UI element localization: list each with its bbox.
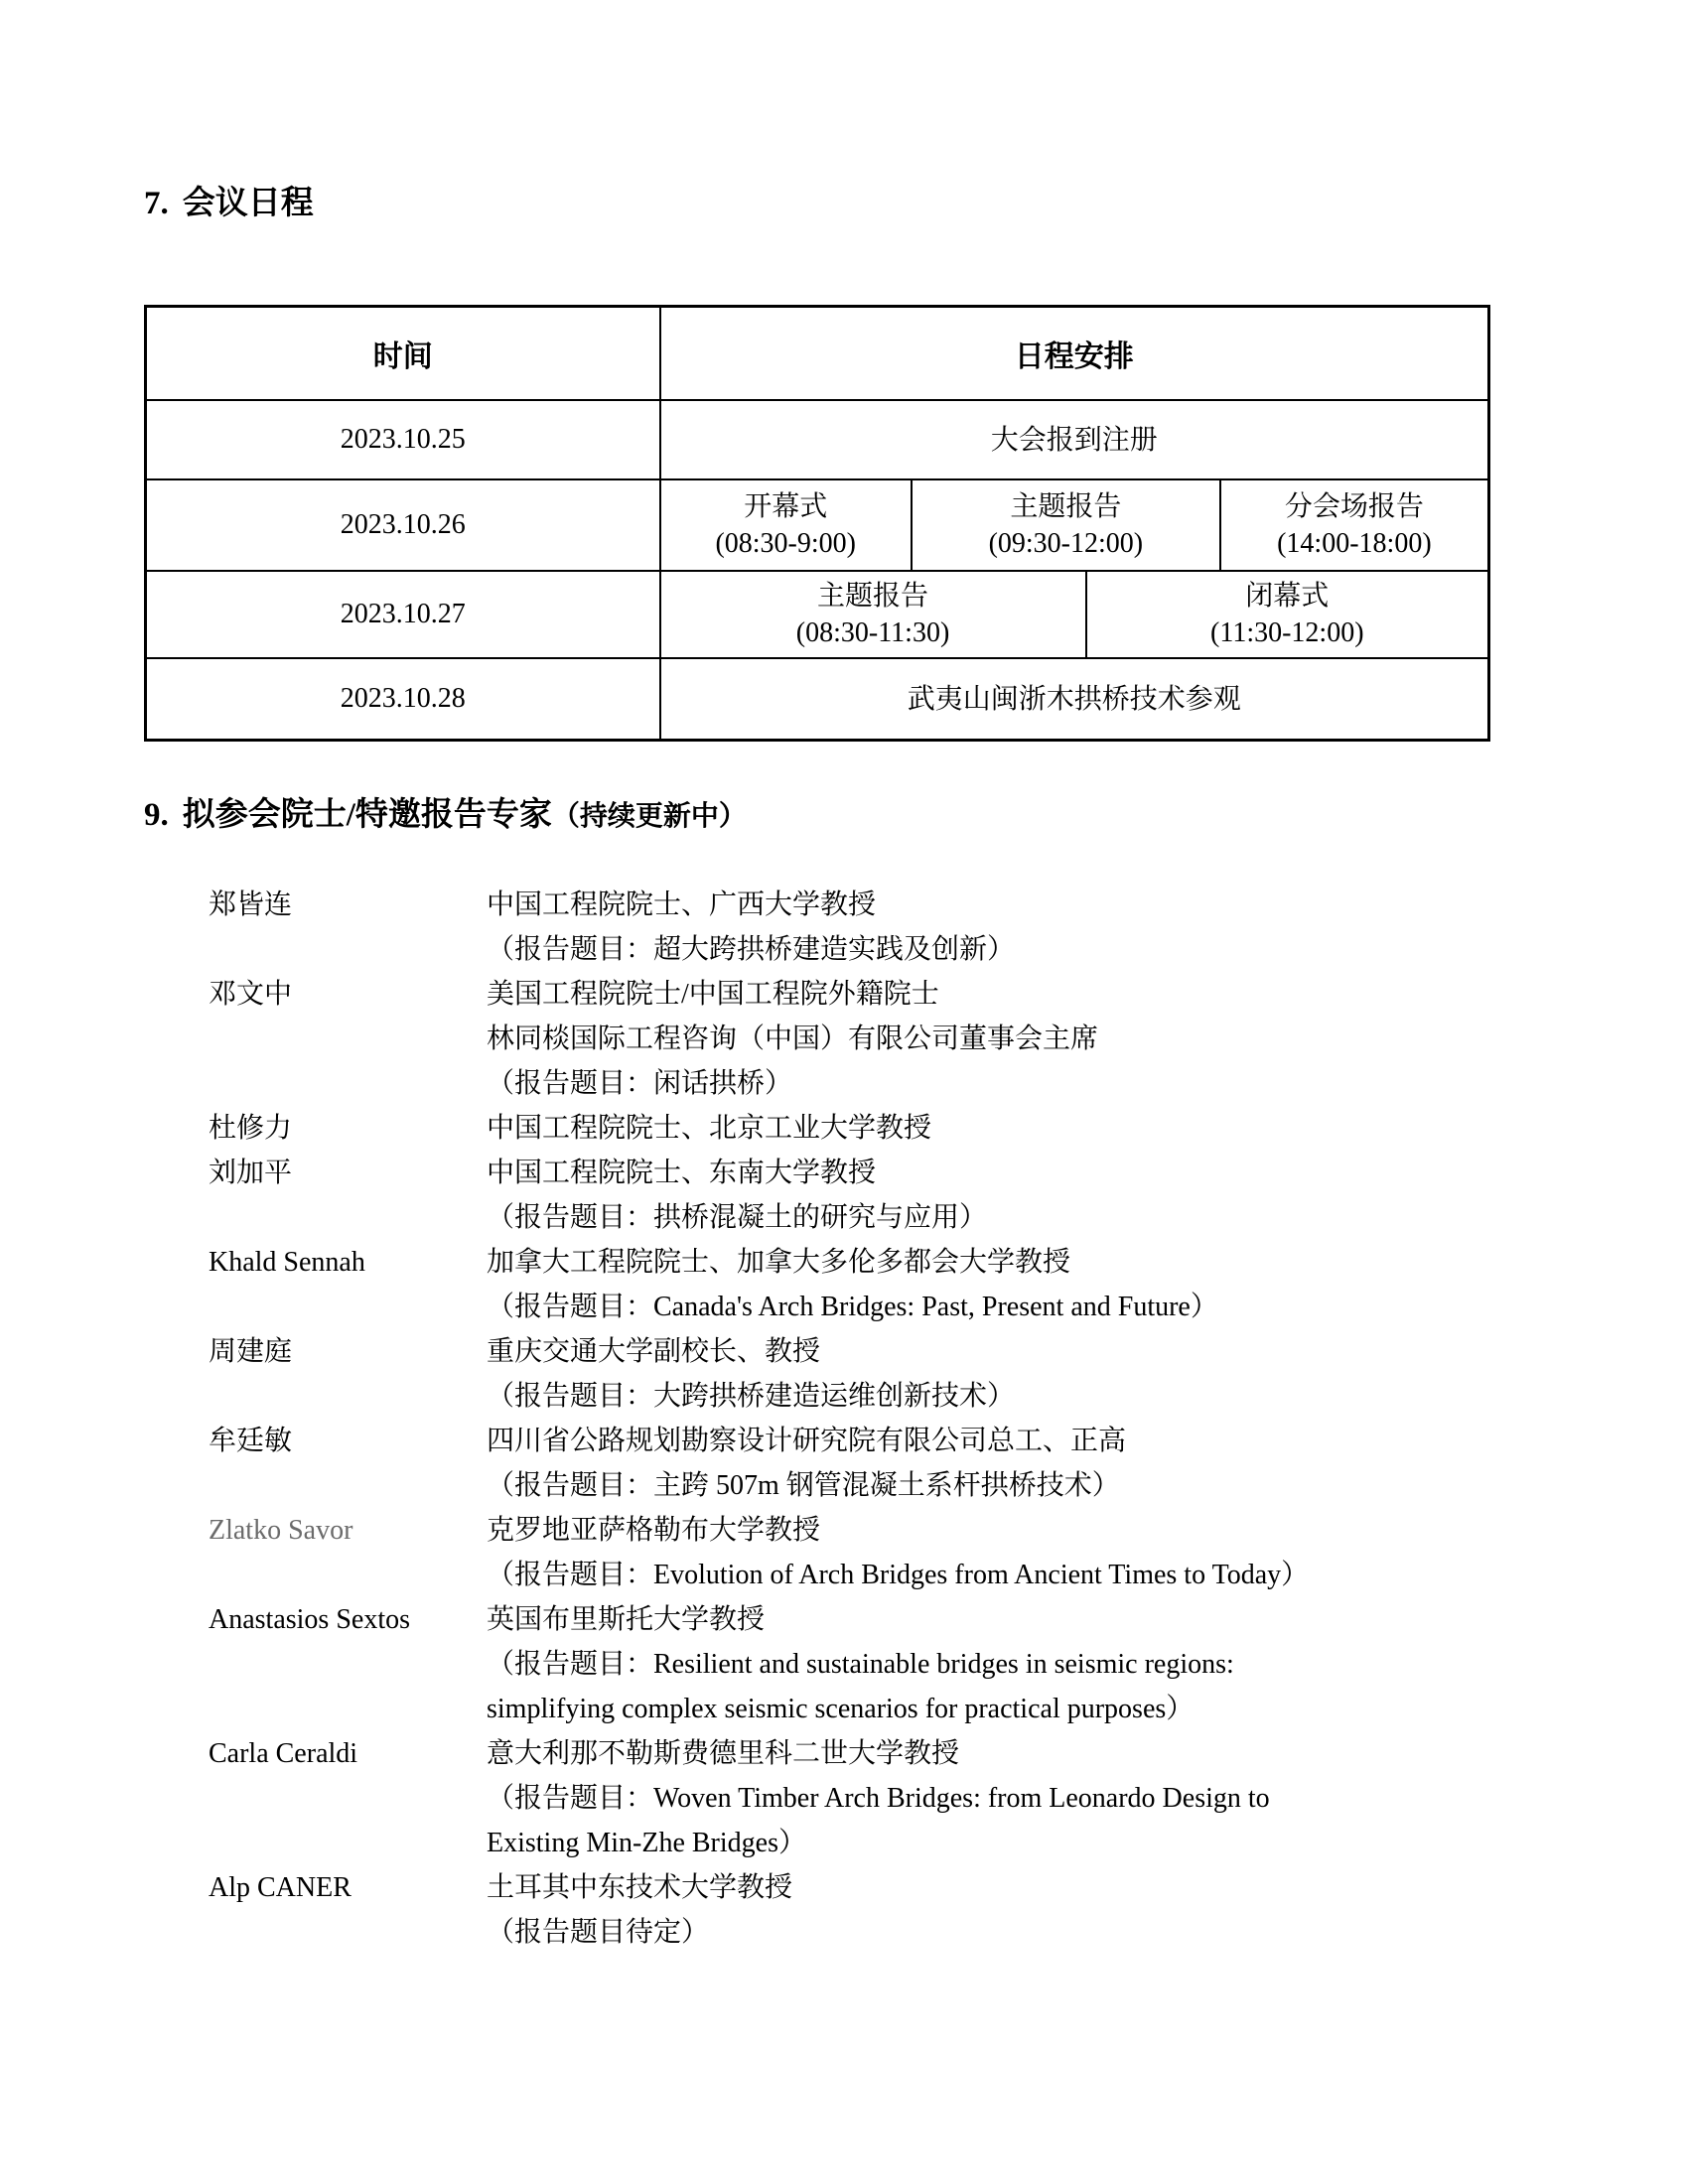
section-7-heading [144, 182, 1544, 225]
expert-description-line: 加拿大工程院院士、加拿大多伦多都会大学教授 [487, 1247, 1071, 1278]
schedule-event-time: (11:30-12:00) [1210, 617, 1364, 648]
experts-list [144, 883, 1544, 1955]
expert-name: Zlatko Savor [209, 1515, 353, 1546]
expert-description [487, 1329, 1544, 1419]
schedule-table-row [146, 571, 1489, 658]
expert-description-line: 林同棪国际工程咨询（中国）有限公司董事会主席 [487, 1024, 1099, 1054]
expert-description-line: 英国布里斯托大学教授 [487, 1604, 766, 1635]
expert-description-line: （报告题目：Evolution of Arch Bridges from Ancient Times to Today） [487, 1560, 1310, 1590]
expert-description [487, 1240, 1544, 1329]
expert-description-line: （报告题目：Canada's Arch Bridges: Past, Present and Future） [487, 1292, 1218, 1322]
expert-item [209, 1419, 1544, 1508]
expert-item [209, 1240, 1544, 1329]
schedule-table [144, 305, 1490, 742]
schedule-event-title: 主题报告 [1010, 491, 1122, 522]
schedule-event-time: (08:30-11:30) [795, 617, 950, 648]
expert-item [209, 883, 1544, 972]
schedule-event-time: (08:30-9:00) [715, 528, 856, 559]
schedule-date: 2023.10.27 [146, 571, 660, 658]
schedule-event-title: 分会场报告 [1284, 491, 1424, 522]
expert-description-line: （报告题目：大跨拱桥建造运维创新技术） [487, 1381, 1016, 1412]
expert-item [209, 1597, 1544, 1731]
expert-description [487, 1106, 1544, 1151]
schedule-event [911, 480, 1219, 570]
expert-name: Alp CANER [209, 1872, 352, 1903]
expert-name: 牟廷敏 [209, 1426, 293, 1456]
schedule-agenda-cell [660, 479, 1489, 571]
expert-description-line: 中国工程院院士、东南大学教授 [487, 1158, 877, 1188]
expert-description [487, 1865, 1544, 1955]
schedule-header-row [146, 307, 1489, 401]
expert-description [487, 1731, 1544, 1865]
schedule-event [661, 480, 911, 570]
expert-item [209, 1731, 1544, 1865]
expert-item [209, 1329, 1544, 1419]
expert-description-line: （报告题目：闲话拱桥） [487, 1068, 793, 1099]
schedule-event [661, 659, 1488, 739]
schedule-event [661, 572, 1085, 657]
schedule-header-time: 时间 [146, 307, 660, 401]
schedule-event [1085, 572, 1487, 657]
expert-description [487, 1419, 1544, 1508]
expert-item [209, 1151, 1544, 1240]
expert-description-line: （报告题目：拱桥混凝土的研究与应用） [487, 1202, 988, 1233]
schedule-event-time: (09:30-12:00) [988, 528, 1144, 559]
expert-item [209, 1508, 1544, 1597]
expert-description [487, 1597, 1544, 1731]
schedule-event [661, 401, 1488, 478]
schedule-event-time: (14:00-18:00) [1277, 528, 1432, 559]
expert-description-line: 克罗地亚萨格勒布大学教授 [487, 1515, 821, 1546]
expert-description-line: Existing Min-Zhe Bridges） [487, 1828, 806, 1858]
expert-name: Carla Ceraldi [209, 1738, 358, 1769]
expert-item [209, 1865, 1544, 1955]
expert-description-line: 重庆交通大学副校长、教授 [487, 1336, 821, 1367]
section-7-title: 会议日程 [182, 186, 314, 221]
schedule-event-title: 闭幕式 [1245, 581, 1330, 612]
schedule-date: 2023.10.28 [146, 658, 660, 741]
schedule-event-title: 大会报到注册 [990, 424, 1158, 456]
schedule-agenda-cell [660, 400, 1489, 479]
expert-description [487, 1151, 1544, 1240]
section-9-number: 9. [144, 797, 169, 833]
schedule-event-title: 主题报告 [817, 581, 929, 612]
expert-description-line: 中国工程院院士、广西大学教授 [487, 889, 877, 920]
expert-name: 杜修力 [209, 1113, 293, 1144]
expert-name: 郑皆连 [209, 889, 293, 920]
expert-item [209, 1106, 1544, 1151]
expert-description [487, 972, 1544, 1106]
section-9-title: 拟参会院士/特邀报告专家 [182, 797, 552, 833]
expert-description-line: simplifying complex seismic scenarios for practical purposes） [487, 1694, 1195, 1724]
expert-description-line: 四川省公路规划勘察设计研究院有限公司总工、正高 [487, 1426, 1127, 1456]
section-9-note: （持续更新中） [551, 801, 747, 832]
expert-description-line: 土耳其中东技术大学教授 [487, 1872, 793, 1903]
expert-description-line: 美国工程院院士/中国工程院外籍院士 [487, 979, 939, 1010]
schedule-header-agenda: 日程安排 [660, 307, 1489, 401]
expert-description-line: （报告题目：Woven Timber Arch Bridges: from Leonardo Design to [487, 1783, 1270, 1814]
expert-description [487, 883, 1544, 972]
schedule-agenda-cell [660, 571, 1489, 658]
schedule-event [1219, 480, 1487, 570]
expert-description-line: （报告题目待定） [487, 1917, 710, 1948]
schedule-date: 2023.10.25 [146, 400, 660, 479]
schedule-table-row [146, 400, 1489, 479]
expert-item [209, 972, 1544, 1106]
expert-name: 周建庭 [209, 1336, 293, 1367]
schedule-agenda-cell [660, 658, 1489, 741]
schedule-event-title: 开幕式 [744, 491, 828, 522]
schedule-event-title: 武夷山闽浙木拱桥技术参观 [907, 683, 1241, 715]
expert-name: Khald Sennah [209, 1247, 365, 1278]
expert-name: Anastasios Sextos [209, 1604, 410, 1635]
schedule-table-row [146, 479, 1489, 571]
expert-description-line: （报告题目：主跨 507m 钢管混凝土系杆拱桥技术） [487, 1470, 1120, 1501]
expert-description-line: 中国工程院院士、北京工业大学教授 [487, 1113, 932, 1144]
schedule-table-row [146, 658, 1489, 741]
expert-description [487, 1508, 1544, 1597]
schedule-date: 2023.10.26 [146, 479, 660, 571]
section-9-heading [144, 793, 1544, 839]
expert-name: 刘加平 [209, 1158, 293, 1188]
expert-description-line: 意大利那不勒斯费德里科二世大学教授 [487, 1738, 960, 1769]
expert-description-line: （报告题目：Resilient and sustainable bridges in seismic regions: [487, 1649, 1234, 1680]
expert-name: 邓文中 [209, 979, 293, 1010]
expert-description-line: （报告题目：超大跨拱桥建造实践及创新） [487, 934, 1016, 965]
section-7-number: 7. [144, 186, 169, 221]
